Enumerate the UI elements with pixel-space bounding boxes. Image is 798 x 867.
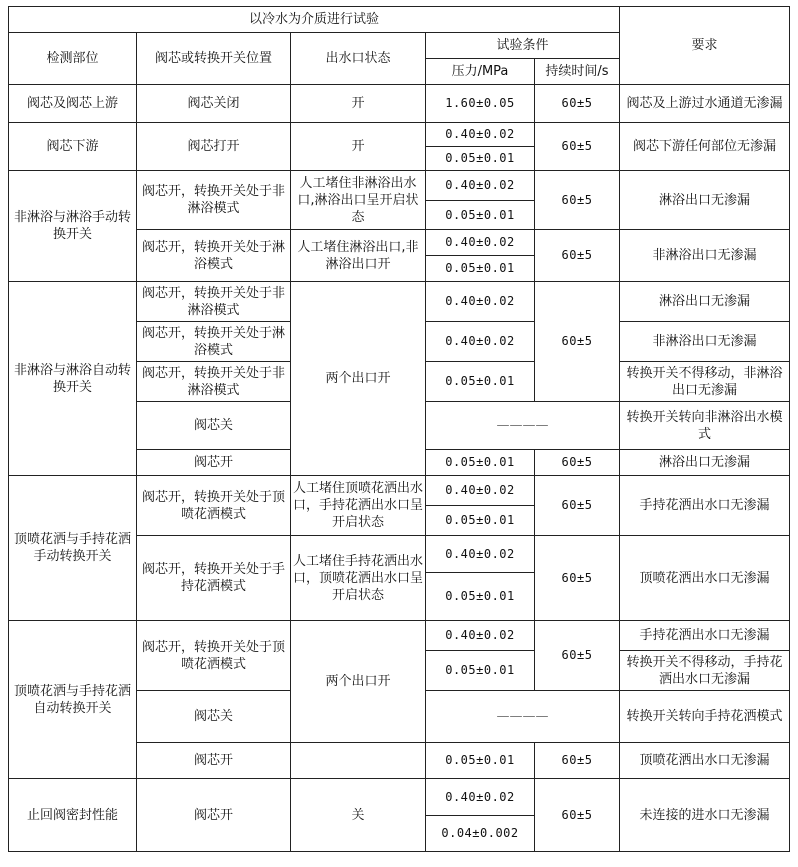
pressure-cell: 0.05±0.01 <box>426 147 535 171</box>
pressure-cell: 0.05±0.01 <box>426 256 535 282</box>
requirement-cell: 手持花洒出水口无渗漏 <box>620 621 790 651</box>
position-cell: 阀芯打开 <box>137 123 291 171</box>
requirement-cell: 非淋浴出口无渗漏 <box>620 230 790 282</box>
outlet-cell: 人工堵住淋浴出口,非淋浴出口开 <box>291 230 426 282</box>
position-cell: 阀芯开 <box>137 450 291 476</box>
pressure-cell: 0.40±0.02 <box>426 536 535 573</box>
table-row <box>9 282 790 322</box>
duration-cell: 60±5 <box>535 621 620 691</box>
outlet-cell: 人工堵住顶喷花洒出水口，手持花洒出水口呈开启状态 <box>291 476 426 536</box>
conditions-dash-cell: ———— <box>426 402 620 450</box>
duration-cell: 60±5 <box>535 123 620 171</box>
duration-cell: 60±5 <box>535 476 620 536</box>
outlet-cell: 开 <box>291 85 426 123</box>
pressure-cell: 0.40±0.02 <box>426 322 535 362</box>
table-row <box>9 779 790 816</box>
pressure-cell: 0.04±0.002 <box>426 816 535 852</box>
requirement-cell: 手持花洒出水口无渗漏 <box>620 476 790 536</box>
part-cell: 非淋浴与淋浴自动转换开关 <box>9 282 137 476</box>
header-requirement: 要求 <box>620 7 790 85</box>
pressure-cell: 0.05±0.01 <box>426 362 535 402</box>
water-test-table <box>8 6 790 852</box>
duration-cell: 60±5 <box>535 450 620 476</box>
duration-cell: 60±5 <box>535 230 620 282</box>
position-cell: 阀芯开 <box>137 743 291 779</box>
pressure-cell: 0.05±0.01 <box>426 201 535 230</box>
pressure-cell: 0.05±0.01 <box>426 573 535 621</box>
requirement-cell: 淋浴出口无渗漏 <box>620 171 790 230</box>
requirement-cell: 转换开关转向手持花洒模式 <box>620 691 790 743</box>
part-cell: 止回阀密封性能 <box>9 779 137 852</box>
header-duration: 持续时间/s <box>535 59 620 85</box>
outlet-cell: 人工堵住非淋浴出水口,淋浴出口呈开启状态 <box>291 171 426 230</box>
header-pressure: 压力/MPa <box>426 59 535 85</box>
pressure-cell: 0.05±0.01 <box>426 506 535 536</box>
requirement-cell: 非淋浴出口无渗漏 <box>620 322 790 362</box>
table-row <box>9 85 790 123</box>
header-conditions: 试验条件 <box>426 33 620 59</box>
pressure-cell: 0.05±0.01 <box>426 450 535 476</box>
requirement-cell: 淋浴出口无渗漏 <box>620 282 790 322</box>
position-cell: 阀芯开，转换开关处于非淋浴模式 <box>137 362 291 402</box>
duration-cell: 60±5 <box>535 779 620 852</box>
conditions-dash-cell: ———— <box>426 691 620 743</box>
requirement-cell: 顶喷花洒出水口无渗漏 <box>620 536 790 621</box>
position-cell: 阀芯关 <box>137 402 291 450</box>
pressure-cell: 0.40±0.02 <box>426 282 535 322</box>
position-cell: 阀芯关闭 <box>137 85 291 123</box>
position-cell: 阀芯开，转换开关处于淋浴模式 <box>137 322 291 362</box>
pressure-cell: 0.40±0.02 <box>426 230 535 256</box>
part-cell: 顶喷花洒与手持花洒自动转换开关 <box>9 621 137 779</box>
outlet-cell: 两个出口开 <box>291 282 426 476</box>
pressure-cell: 0.40±0.02 <box>426 123 535 147</box>
pressure-cell: 0.40±0.02 <box>426 476 535 506</box>
requirement-cell: 顶喷花洒出水口无渗漏 <box>620 743 790 779</box>
position-cell: 阀芯开，转换开关处于顶喷花洒模式 <box>137 476 291 536</box>
header-part: 检测部位 <box>9 33 137 85</box>
pressure-cell: 0.05±0.01 <box>426 651 535 691</box>
outlet-cell-empty <box>291 743 426 779</box>
header-outlet: 出水口状态 <box>291 33 426 85</box>
table-row <box>9 171 790 201</box>
requirement-cell: 转换开关不得移动，手持花洒出水口无渗漏 <box>620 651 790 691</box>
pressure-cell: 0.40±0.02 <box>426 621 535 651</box>
duration-cell: 60±5 <box>535 85 620 123</box>
part-cell: 阀芯下游 <box>9 123 137 171</box>
position-cell: 阀芯开 <box>137 779 291 852</box>
position-cell: 阀芯关 <box>137 691 291 743</box>
pressure-cell: 1.60±0.05 <box>426 85 535 123</box>
duration-cell: 60±5 <box>535 536 620 621</box>
table-title: 以冷水为介质进行试验 <box>9 7 620 33</box>
requirement-cell: 未连接的进水口无渗漏 <box>620 779 790 852</box>
requirement-cell: 阀芯下游任何部位无渗漏 <box>620 123 790 171</box>
pressure-cell: 0.40±0.02 <box>426 779 535 816</box>
duration-cell: 60±5 <box>535 171 620 230</box>
outlet-cell: 开 <box>291 123 426 171</box>
requirement-cell: 转换开关转向非淋浴出水模式 <box>620 402 790 450</box>
position-cell: 阀芯开，转换开关处于非淋浴模式 <box>137 171 291 230</box>
requirement-cell: 淋浴出口无渗漏 <box>620 450 790 476</box>
position-cell: 阀芯开，转换开关处于非淋浴模式 <box>137 282 291 322</box>
pressure-cell: 0.40±0.02 <box>426 171 535 201</box>
duration-cell: 60±5 <box>535 743 620 779</box>
part-cell: 非淋浴与淋浴手动转换开关 <box>9 171 137 282</box>
pressure-cell: 0.05±0.01 <box>426 743 535 779</box>
position-cell: 阀芯开，转换开关处于顶喷花洒模式 <box>137 621 291 691</box>
duration-cell: 60±5 <box>535 282 620 402</box>
part-cell: 顶喷花洒与手持花洒手动转换开关 <box>9 476 137 621</box>
requirement-cell: 阀芯及上游过水通道无渗漏 <box>620 85 790 123</box>
header-position: 阀芯或转换开关位置 <box>137 33 291 85</box>
table-row <box>9 123 790 147</box>
outlet-cell: 人工堵住手持花洒出水口，顶喷花洒出水口呈开启状态 <box>291 536 426 621</box>
outlet-cell: 关 <box>291 779 426 852</box>
requirement-cell: 转换开关不得移动，非淋浴出口无渗漏 <box>620 362 790 402</box>
part-cell: 阀芯及阀芯上游 <box>9 85 137 123</box>
position-cell: 阀芯开，转换开关处于淋浴模式 <box>137 230 291 282</box>
position-cell: 阀芯开，转换开关处于手持花洒模式 <box>137 536 291 621</box>
outlet-cell: 两个出口开 <box>291 621 426 743</box>
table-row <box>9 621 790 651</box>
table-row <box>9 476 790 506</box>
